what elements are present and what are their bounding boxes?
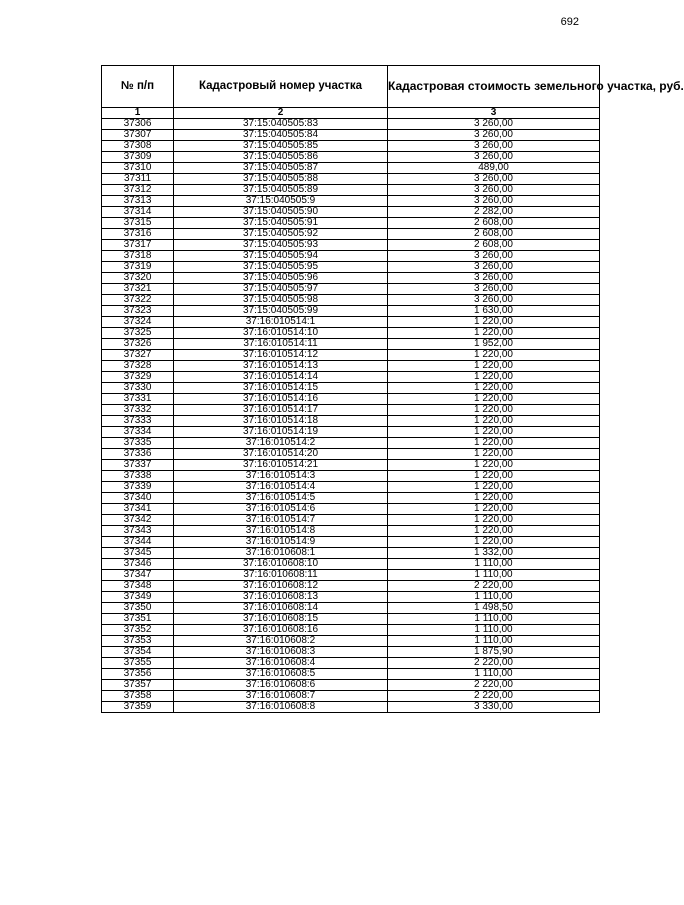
cadastral-value-cell: 1 875,90 <box>388 647 600 658</box>
row-number-cell: 37323 <box>102 306 174 317</box>
row-number-cell: 37359 <box>102 702 174 713</box>
column-number: 3 <box>388 108 600 119</box>
row-number-cell: 37327 <box>102 350 174 361</box>
row-number-cell: 37342 <box>102 515 174 526</box>
cadastral-number-cell: 37:16:010608:7 <box>174 691 388 702</box>
cadastral-value-cell: 3 260,00 <box>388 196 600 207</box>
row-number-cell: 37307 <box>102 130 174 141</box>
cadastral-number-cell: 37:16:010514:16 <box>174 394 388 405</box>
row-number-cell: 37324 <box>102 317 174 328</box>
cadastral-number-cell: 37:16:010514:7 <box>174 515 388 526</box>
cadastral-value-cell: 1 220,00 <box>388 438 600 449</box>
cadastral-value-cell: 1 220,00 <box>388 482 600 493</box>
cadastral-number-cell: 37:16:010608:8 <box>174 702 388 713</box>
table-row <box>102 526 600 537</box>
cadastral-value-cell: 1 110,00 <box>388 625 600 636</box>
cadastral-value-cell: 1 220,00 <box>388 372 600 383</box>
row-number-cell: 37334 <box>102 427 174 438</box>
cadastral-number-cell: 37:16:010514:20 <box>174 449 388 460</box>
table-row <box>102 438 600 449</box>
table-row <box>102 669 600 680</box>
cadastral-number-cell: 37:16:010608:5 <box>174 669 388 680</box>
row-number-cell: 37312 <box>102 185 174 196</box>
table-row <box>102 229 600 240</box>
cadastral-number-cell: 37:16:010514:9 <box>174 537 388 548</box>
row-number-cell: 37348 <box>102 581 174 592</box>
cadastral-number-cell: 37:15:040505:84 <box>174 130 388 141</box>
row-number-cell: 37322 <box>102 295 174 306</box>
row-number-cell: 37358 <box>102 691 174 702</box>
table-row <box>102 581 600 592</box>
cadastral-value-cell: 1 220,00 <box>388 383 600 394</box>
cadastral-number-cell: 37:15:040505:99 <box>174 306 388 317</box>
cadastral-value-cell: 3 260,00 <box>388 152 600 163</box>
cadastral-value-cell: 1 220,00 <box>388 515 600 526</box>
cadastral-number-cell: 37:16:010514:4 <box>174 482 388 493</box>
table-row <box>102 471 600 482</box>
row-number-cell: 37332 <box>102 405 174 416</box>
cadastral-number-cell: 37:16:010514:3 <box>174 471 388 482</box>
cadastral-value-cell: 2 220,00 <box>388 680 600 691</box>
cadastral-value-cell: 3 260,00 <box>388 284 600 295</box>
row-number-cell: 37343 <box>102 526 174 537</box>
table-row <box>102 185 600 196</box>
cadastral-value-cell: 1 220,00 <box>388 317 600 328</box>
table-row <box>102 306 600 317</box>
row-number-cell: 37330 <box>102 383 174 394</box>
table-row <box>102 625 600 636</box>
cadastral-number-cell: 37:15:040505:97 <box>174 284 388 295</box>
table-row <box>102 284 600 295</box>
row-number-cell: 37310 <box>102 163 174 174</box>
table-row <box>102 372 600 383</box>
table-row <box>102 361 600 372</box>
cadastral-number-cell: 37:16:010514:10 <box>174 328 388 339</box>
cadastral-value-cell: 3 260,00 <box>388 273 600 284</box>
cadastral-number-cell: 37:16:010514:12 <box>174 350 388 361</box>
table-row <box>102 119 600 130</box>
cadastral-number-cell: 37:15:040505:87 <box>174 163 388 174</box>
table-row <box>102 163 600 174</box>
table-row <box>102 537 600 548</box>
cadastral-number-cell: 37:16:010514:5 <box>174 493 388 504</box>
cadastral-value-cell: 1 220,00 <box>388 449 600 460</box>
table-row <box>102 218 600 229</box>
row-number-cell: 37347 <box>102 570 174 581</box>
page-number: 692 <box>560 16 579 28</box>
header-cadastral-number: Кадастровый номер участка <box>174 66 388 108</box>
cadastral-number-cell: 37:16:010608:14 <box>174 603 388 614</box>
cadastral-number-cell: 37:15:040505:86 <box>174 152 388 163</box>
cadastral-value-cell: 2 220,00 <box>388 581 600 592</box>
row-number-cell: 37350 <box>102 603 174 614</box>
table-row <box>102 636 600 647</box>
cadastral-number-cell: 37:16:010608:11 <box>174 570 388 581</box>
cadastral-value-cell: 3 260,00 <box>388 141 600 152</box>
cadastral-number-cell: 37:15:040505:88 <box>174 174 388 185</box>
row-number-cell: 37339 <box>102 482 174 493</box>
cadastral-number-cell: 37:16:010514:21 <box>174 460 388 471</box>
cadastral-number-cell: 37:16:010608:10 <box>174 559 388 570</box>
table-row <box>102 130 600 141</box>
table-row <box>102 295 600 306</box>
cadastral-value-cell: 1 220,00 <box>388 394 600 405</box>
cadastral-value-cell: 1 220,00 <box>388 361 600 372</box>
table-header-row <box>102 66 600 108</box>
cadastral-value-cell: 2 282,00 <box>388 207 600 218</box>
cadastral-number-cell: 37:16:010608:4 <box>174 658 388 669</box>
table-row <box>102 207 600 218</box>
table-row <box>102 350 600 361</box>
row-number-cell: 37357 <box>102 680 174 691</box>
table-row <box>102 240 600 251</box>
cadastral-number-cell: 37:16:010608:3 <box>174 647 388 658</box>
cadastral-value-cell: 1 498,50 <box>388 603 600 614</box>
row-number-cell: 37341 <box>102 504 174 515</box>
cadastral-value-cell: 3 260,00 <box>388 119 600 130</box>
cadastral-value-cell: 1 110,00 <box>388 570 600 581</box>
cadastral-value-cell: 3 260,00 <box>388 130 600 141</box>
table-row <box>102 658 600 669</box>
cadastral-number-cell: 37:16:010514:8 <box>174 526 388 537</box>
cadastral-value-cell: 2 220,00 <box>388 691 600 702</box>
row-number-cell: 37337 <box>102 460 174 471</box>
cadastral-number-cell: 37:16:010514:15 <box>174 383 388 394</box>
cadastral-number-cell: 37:16:010514:13 <box>174 361 388 372</box>
cadastral-value-cell: 2 608,00 <box>388 229 600 240</box>
cadastral-number-cell: 37:16:010514:1 <box>174 317 388 328</box>
row-number-cell: 37317 <box>102 240 174 251</box>
row-number-cell: 37311 <box>102 174 174 185</box>
column-number-row <box>102 108 600 119</box>
table-row <box>102 262 600 273</box>
cadastral-number-cell: 37:16:010608:15 <box>174 614 388 625</box>
table-row <box>102 592 600 603</box>
row-number-cell: 37340 <box>102 493 174 504</box>
table-row <box>102 482 600 493</box>
row-number-cell: 37326 <box>102 339 174 350</box>
row-number-cell: 37314 <box>102 207 174 218</box>
cadastral-value-cell: 1 220,00 <box>388 471 600 482</box>
cadastral-value-cell: 3 260,00 <box>388 262 600 273</box>
cadastral-value-cell: 1 220,00 <box>388 328 600 339</box>
row-number-cell: 37321 <box>102 284 174 295</box>
table-row <box>102 339 600 350</box>
table-row <box>102 691 600 702</box>
cadastral-number-cell: 37:16:010514:6 <box>174 504 388 515</box>
table-row <box>102 702 600 713</box>
cadastral-value-cell: 1 220,00 <box>388 537 600 548</box>
table-row <box>102 141 600 152</box>
row-number-cell: 37352 <box>102 625 174 636</box>
cadastral-value-cell: 489,00 <box>388 163 600 174</box>
cadastral-value-cell: 1 220,00 <box>388 504 600 515</box>
row-number-cell: 37335 <box>102 438 174 449</box>
cadastral-number-cell: 37:15:040505:89 <box>174 185 388 196</box>
cadastral-number-cell: 37:15:040505:96 <box>174 273 388 284</box>
cadastral-value-cell: 1 110,00 <box>388 636 600 647</box>
row-number-cell: 37333 <box>102 416 174 427</box>
cadastral-number-cell: 37:16:010514:17 <box>174 405 388 416</box>
cadastral-number-cell: 37:16:010514:11 <box>174 339 388 350</box>
cadastral-number-cell: 37:16:010608:2 <box>174 636 388 647</box>
cadastral-value-cell: 3 330,00 <box>388 702 600 713</box>
cadastral-value-cell: 2 220,00 <box>388 658 600 669</box>
cadastral-number-cell: 37:15:040505:94 <box>174 251 388 262</box>
cadastral-value-cell: 3 260,00 <box>388 295 600 306</box>
cadastral-value-cell: 3 260,00 <box>388 185 600 196</box>
cadastral-number-cell: 37:15:040505:93 <box>174 240 388 251</box>
cadastral-number-cell: 37:16:010608:13 <box>174 592 388 603</box>
column-number: 1 <box>102 108 174 119</box>
header-row-number: № п/п <box>102 66 174 108</box>
row-number-cell: 37329 <box>102 372 174 383</box>
table-row <box>102 416 600 427</box>
row-number-cell: 37306 <box>102 119 174 130</box>
cadastral-value-cell: 1 220,00 <box>388 350 600 361</box>
table-row <box>102 383 600 394</box>
cadastral-value-cell: 1 220,00 <box>388 460 600 471</box>
cadastral-number-cell: 37:16:010514:18 <box>174 416 388 427</box>
cadastral-value-cell: 1 220,00 <box>388 526 600 537</box>
row-number-cell: 37315 <box>102 218 174 229</box>
row-number-cell: 37338 <box>102 471 174 482</box>
row-number-cell: 37308 <box>102 141 174 152</box>
table-row <box>102 196 600 207</box>
cadastral-value-cell: 1 110,00 <box>388 614 600 625</box>
cadastral-number-cell: 37:16:010608:6 <box>174 680 388 691</box>
column-number: 2 <box>174 108 388 119</box>
cadastral-value-cell: 1 220,00 <box>388 405 600 416</box>
cadastral-number-cell: 37:15:040505:92 <box>174 229 388 240</box>
table-row <box>102 515 600 526</box>
cadastral-value-cell: 1 110,00 <box>388 559 600 570</box>
table-row <box>102 273 600 284</box>
cadastral-number-cell: 37:16:010514:19 <box>174 427 388 438</box>
cadastral-number-cell: 37:15:040505:91 <box>174 218 388 229</box>
table-row <box>102 251 600 262</box>
cadastral-value-cell: 3 260,00 <box>388 251 600 262</box>
cadastral-value-cell: 2 608,00 <box>388 240 600 251</box>
table-row <box>102 460 600 471</box>
header-cadastral-value: Кадастровая стоимость земельного участка, руб. <box>388 66 600 108</box>
table-row <box>102 449 600 460</box>
table-row <box>102 680 600 691</box>
cadastral-number-cell: 37:15:040505:90 <box>174 207 388 218</box>
row-number-cell: 37316 <box>102 229 174 240</box>
table-row <box>102 504 600 515</box>
row-number-cell: 37309 <box>102 152 174 163</box>
cadastral-value-cell: 1 952,00 <box>388 339 600 350</box>
cadastral-number-cell: 37:15:040505:95 <box>174 262 388 273</box>
row-number-cell: 37345 <box>102 548 174 559</box>
row-number-cell: 37328 <box>102 361 174 372</box>
cadastral-value-cell: 1 110,00 <box>388 669 600 680</box>
cadastral-value-cell: 1 220,00 <box>388 416 600 427</box>
cadastral-number-cell: 37:15:040505:85 <box>174 141 388 152</box>
table-row <box>102 559 600 570</box>
table-row <box>102 394 600 405</box>
cadastral-number-cell: 37:16:010608:1 <box>174 548 388 559</box>
table-row <box>102 614 600 625</box>
cadastral-value-cell: 3 260,00 <box>388 174 600 185</box>
row-number-cell: 37313 <box>102 196 174 207</box>
table-row <box>102 647 600 658</box>
cadastral-number-cell: 37:16:010514:14 <box>174 372 388 383</box>
cadastral-number-cell: 37:16:010608:16 <box>174 625 388 636</box>
row-number-cell: 37325 <box>102 328 174 339</box>
row-number-cell: 37356 <box>102 669 174 680</box>
cadastral-number-cell: 37:16:010608:12 <box>174 581 388 592</box>
table-row <box>102 493 600 504</box>
table-row <box>102 427 600 438</box>
cadastral-number-cell: 37:16:010514:2 <box>174 438 388 449</box>
table-row <box>102 405 600 416</box>
cadastral-value-cell: 1 220,00 <box>388 493 600 504</box>
cadastral-value-cell: 2 608,00 <box>388 218 600 229</box>
table-row <box>102 570 600 581</box>
row-number-cell: 37355 <box>102 658 174 669</box>
row-number-cell: 37354 <box>102 647 174 658</box>
row-number-cell: 37346 <box>102 559 174 570</box>
cadastral-table <box>101 65 684 713</box>
cadastral-number-cell: 37:15:040505:83 <box>174 119 388 130</box>
row-number-cell: 37336 <box>102 449 174 460</box>
row-number-cell: 37331 <box>102 394 174 405</box>
table-row <box>102 174 600 185</box>
cadastral-number-cell: 37:15:040505:98 <box>174 295 388 306</box>
cadastral-value-cell: 1 332,00 <box>388 548 600 559</box>
cadastral-value-cell: 1 110,00 <box>388 592 600 603</box>
cadastral-value-cell: 1 220,00 <box>388 427 600 438</box>
table-row <box>102 603 600 614</box>
table-row <box>102 548 600 559</box>
table-body <box>102 119 600 713</box>
row-number-cell: 37319 <box>102 262 174 273</box>
row-number-cell: 37318 <box>102 251 174 262</box>
row-number-cell: 37349 <box>102 592 174 603</box>
cadastral-number-cell: 37:15:040505:9 <box>174 196 388 207</box>
table-row <box>102 152 600 163</box>
table-row <box>102 317 600 328</box>
table-row <box>102 328 600 339</box>
cadastral-value-cell: 1 630,00 <box>388 306 600 317</box>
row-number-cell: 37320 <box>102 273 174 284</box>
row-number-cell: 37353 <box>102 636 174 647</box>
row-number-cell: 37351 <box>102 614 174 625</box>
row-number-cell: 37344 <box>102 537 174 548</box>
